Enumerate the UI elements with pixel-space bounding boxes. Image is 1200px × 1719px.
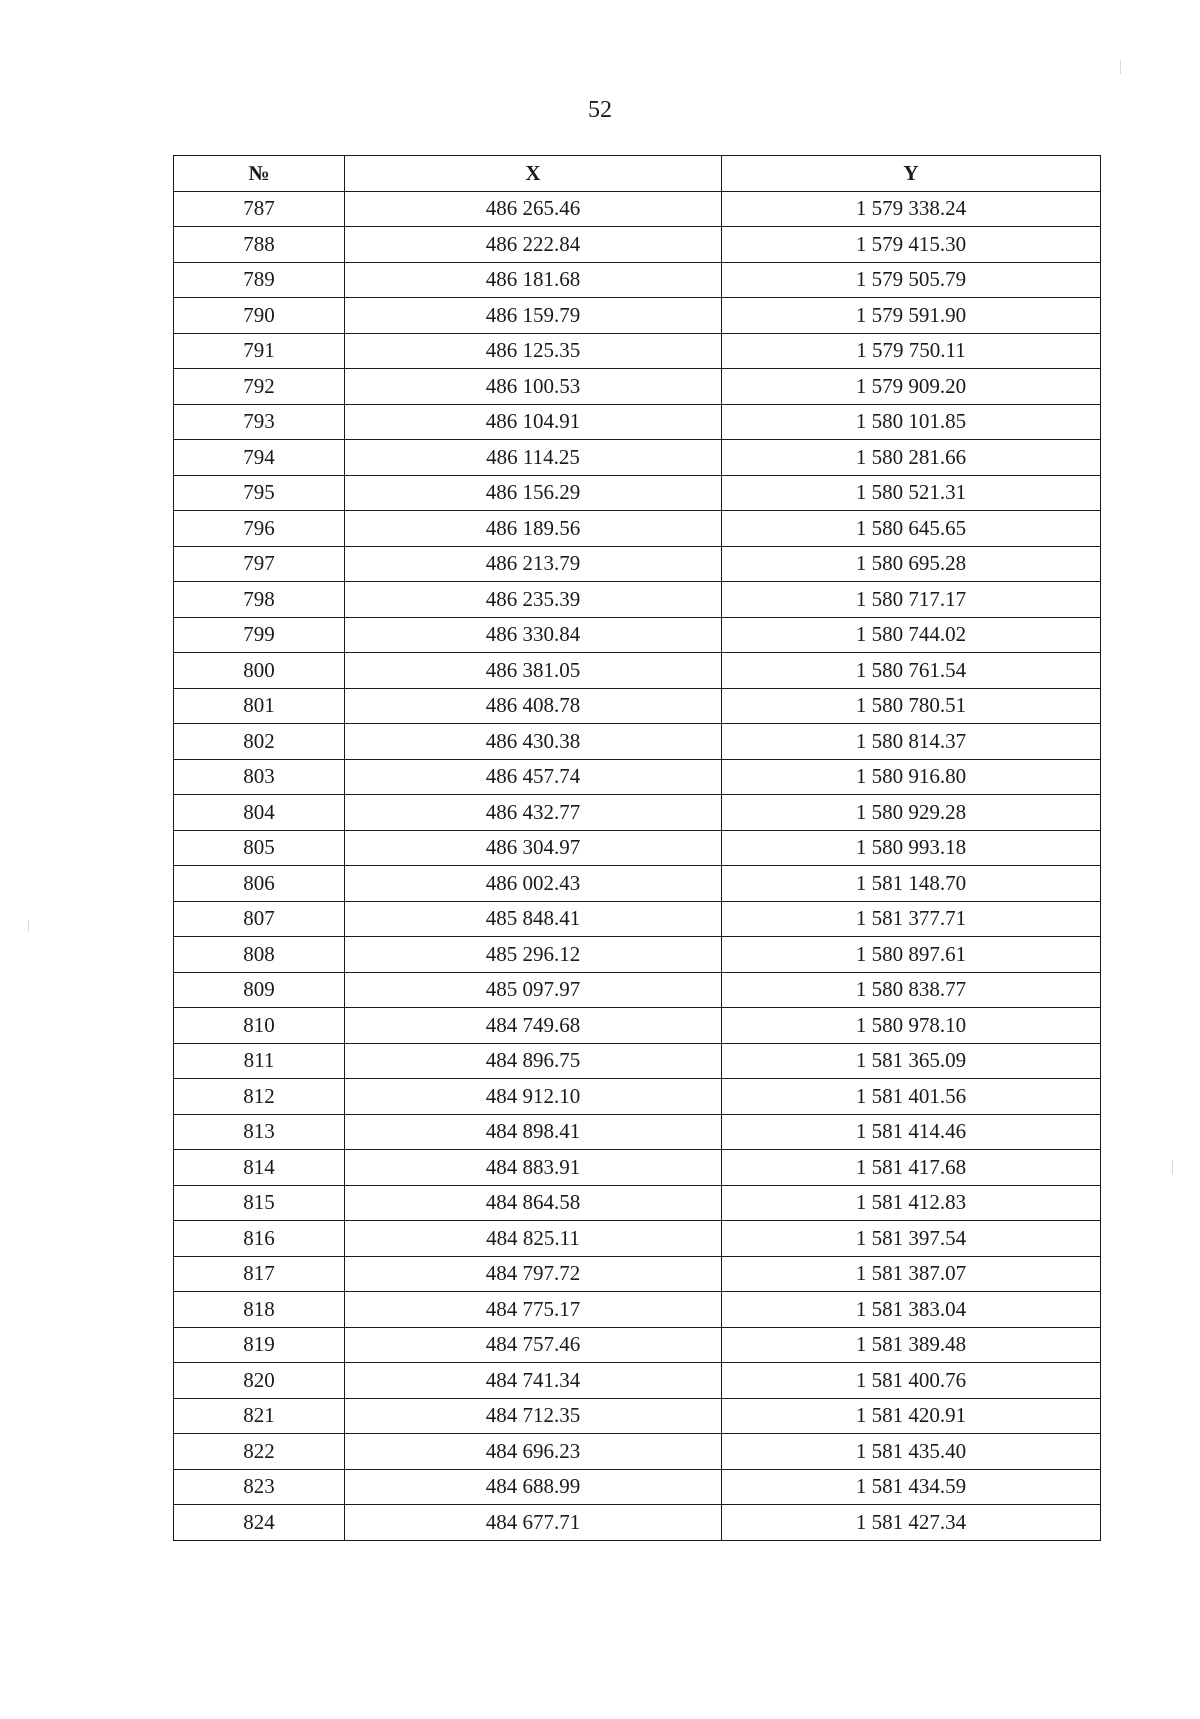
y-coordinate-cell: 1 579 505.79 <box>722 262 1101 298</box>
x-coordinate-cell: 486 457.74 <box>345 759 722 795</box>
y-coordinate-cell: 1 581 383.04 <box>722 1292 1101 1328</box>
table-row <box>174 191 1101 227</box>
x-coordinate-cell: 484 757.46 <box>345 1327 722 1363</box>
x-coordinate-cell: 486 125.35 <box>345 333 722 369</box>
y-coordinate-cell: 1 580 814.37 <box>722 724 1101 760</box>
point-number-cell: 810 <box>174 1008 345 1044</box>
y-coordinate-cell: 1 581 427.34 <box>722 1505 1101 1541</box>
x-coordinate-cell: 484 896.75 <box>345 1043 722 1079</box>
x-coordinate-cell: 486 104.91 <box>345 404 722 440</box>
table-row <box>174 1363 1101 1399</box>
point-number-cell: 807 <box>174 901 345 937</box>
point-number-cell: 814 <box>174 1150 345 1186</box>
x-coordinate-cell: 486 159.79 <box>345 298 722 334</box>
x-coordinate-cell: 484 825.11 <box>345 1221 722 1257</box>
y-coordinate-cell: 1 581 401.56 <box>722 1079 1101 1115</box>
y-coordinate-cell: 1 581 420.91 <box>722 1398 1101 1434</box>
point-number-cell: 815 <box>174 1185 345 1221</box>
page-number: 52 <box>588 97 612 123</box>
table-row <box>174 653 1101 689</box>
x-coordinate-cell: 486 189.56 <box>345 511 722 547</box>
x-coordinate-cell: 486 265.46 <box>345 191 722 227</box>
y-coordinate-cell: 1 580 521.31 <box>722 475 1101 511</box>
table-row <box>174 1079 1101 1115</box>
point-number-cell: 796 <box>174 511 345 547</box>
x-coordinate-cell: 486 156.29 <box>345 475 722 511</box>
table-row <box>174 688 1101 724</box>
y-coordinate-cell: 1 581 389.48 <box>722 1327 1101 1363</box>
y-coordinate-cell: 1 580 916.80 <box>722 759 1101 795</box>
y-coordinate-cell: 1 581 397.54 <box>722 1221 1101 1257</box>
y-coordinate-cell: 1 581 365.09 <box>722 1043 1101 1079</box>
x-coordinate-cell: 485 296.12 <box>345 937 722 973</box>
x-coordinate-cell: 484 898.41 <box>345 1114 722 1150</box>
point-number-cell: 817 <box>174 1256 345 1292</box>
y-coordinate-cell: 1 579 909.20 <box>722 369 1101 405</box>
x-coordinate-cell: 484 883.91 <box>345 1150 722 1186</box>
point-number-cell: 806 <box>174 866 345 902</box>
x-coordinate-cell: 484 775.17 <box>345 1292 722 1328</box>
table-row <box>174 1114 1101 1150</box>
point-number-cell: 820 <box>174 1363 345 1399</box>
x-coordinate-cell: 486 235.39 <box>345 582 722 618</box>
x-coordinate-cell: 486 002.43 <box>345 866 722 902</box>
point-number-cell: 788 <box>174 227 345 263</box>
table-row <box>174 1505 1101 1541</box>
point-number-cell: 787 <box>174 191 345 227</box>
point-number-cell: 821 <box>174 1398 345 1434</box>
y-coordinate-cell: 1 580 838.77 <box>722 972 1101 1008</box>
point-number-cell: 790 <box>174 298 345 334</box>
y-coordinate-cell: 1 580 281.66 <box>722 440 1101 476</box>
x-coordinate-cell: 484 696.23 <box>345 1434 722 1470</box>
table-row <box>174 830 1101 866</box>
column-header-y: Y <box>722 156 1101 192</box>
point-number-cell: 811 <box>174 1043 345 1079</box>
y-coordinate-cell: 1 581 435.40 <box>722 1434 1101 1470</box>
table-row <box>174 1398 1101 1434</box>
x-coordinate-cell: 486 213.79 <box>345 546 722 582</box>
table-row <box>174 724 1101 760</box>
y-coordinate-cell: 1 581 412.83 <box>722 1185 1101 1221</box>
table-row <box>174 1008 1101 1044</box>
table-row <box>174 333 1101 369</box>
x-coordinate-cell: 486 100.53 <box>345 369 722 405</box>
table-row <box>174 1292 1101 1328</box>
x-coordinate-cell: 486 381.05 <box>345 653 722 689</box>
y-coordinate-cell: 1 580 993.18 <box>722 830 1101 866</box>
point-number-cell: 809 <box>174 972 345 1008</box>
table-row <box>174 795 1101 831</box>
x-coordinate-cell: 486 114.25 <box>345 440 722 476</box>
x-coordinate-cell: 486 432.77 <box>345 795 722 831</box>
point-number-cell: 823 <box>174 1469 345 1505</box>
table-row <box>174 404 1101 440</box>
x-coordinate-cell: 484 741.34 <box>345 1363 722 1399</box>
y-coordinate-cell: 1 579 338.24 <box>722 191 1101 227</box>
point-number-cell: 803 <box>174 759 345 795</box>
table-row <box>174 582 1101 618</box>
y-coordinate-cell: 1 580 978.10 <box>722 1008 1101 1044</box>
table-row <box>174 1043 1101 1079</box>
coordinates-table <box>173 155 1101 1541</box>
table-row <box>174 1434 1101 1470</box>
point-number-cell: 819 <box>174 1327 345 1363</box>
scan-mark <box>1172 1160 1173 1174</box>
x-coordinate-cell: 484 749.68 <box>345 1008 722 1044</box>
point-number-cell: 791 <box>174 333 345 369</box>
y-coordinate-cell: 1 581 387.07 <box>722 1256 1101 1292</box>
x-coordinate-cell: 484 912.10 <box>345 1079 722 1115</box>
table-row <box>174 759 1101 795</box>
table-row <box>174 262 1101 298</box>
point-number-cell: 801 <box>174 688 345 724</box>
x-coordinate-cell: 484 864.58 <box>345 1185 722 1221</box>
y-coordinate-cell: 1 579 750.11 <box>722 333 1101 369</box>
y-coordinate-cell: 1 581 377.71 <box>722 901 1101 937</box>
y-coordinate-cell: 1 580 695.28 <box>722 546 1101 582</box>
y-coordinate-cell: 1 580 717.17 <box>722 582 1101 618</box>
scan-mark <box>28 920 29 932</box>
y-coordinate-cell: 1 579 591.90 <box>722 298 1101 334</box>
x-coordinate-cell: 485 097.97 <box>345 972 722 1008</box>
table-row <box>174 227 1101 263</box>
x-coordinate-cell: 484 797.72 <box>345 1256 722 1292</box>
point-number-cell: 802 <box>174 724 345 760</box>
y-coordinate-cell: 1 580 780.51 <box>722 688 1101 724</box>
table-row <box>174 1256 1101 1292</box>
point-number-cell: 794 <box>174 440 345 476</box>
point-number-cell: 795 <box>174 475 345 511</box>
table-row <box>174 475 1101 511</box>
y-coordinate-cell: 1 580 897.61 <box>722 937 1101 973</box>
y-coordinate-cell: 1 580 929.28 <box>722 795 1101 831</box>
point-number-cell: 804 <box>174 795 345 831</box>
table-row <box>174 440 1101 476</box>
y-coordinate-cell: 1 580 744.02 <box>722 617 1101 653</box>
point-number-cell: 816 <box>174 1221 345 1257</box>
y-coordinate-cell: 1 580 761.54 <box>722 653 1101 689</box>
table-row <box>174 1185 1101 1221</box>
x-coordinate-cell: 486 222.84 <box>345 227 722 263</box>
y-coordinate-cell: 1 580 101.85 <box>722 404 1101 440</box>
point-number-cell: 813 <box>174 1114 345 1150</box>
point-number-cell: 792 <box>174 369 345 405</box>
point-number-cell: 798 <box>174 582 345 618</box>
point-number-cell: 818 <box>174 1292 345 1328</box>
table-header-row <box>174 156 1101 192</box>
point-number-cell: 797 <box>174 546 345 582</box>
column-header-number: № <box>174 156 345 192</box>
y-coordinate-cell: 1 581 434.59 <box>722 1469 1101 1505</box>
table-row <box>174 511 1101 547</box>
y-coordinate-cell: 1 580 645.65 <box>722 511 1101 547</box>
scan-mark <box>1120 60 1121 74</box>
table-row <box>174 546 1101 582</box>
x-coordinate-cell: 486 181.68 <box>345 262 722 298</box>
point-number-cell: 824 <box>174 1505 345 1541</box>
x-coordinate-cell: 484 688.99 <box>345 1469 722 1505</box>
table-row <box>174 369 1101 405</box>
point-number-cell: 812 <box>174 1079 345 1115</box>
y-coordinate-cell: 1 581 414.46 <box>722 1114 1101 1150</box>
x-coordinate-cell: 486 408.78 <box>345 688 722 724</box>
x-coordinate-cell: 486 330.84 <box>345 617 722 653</box>
y-coordinate-cell: 1 579 415.30 <box>722 227 1101 263</box>
y-coordinate-cell: 1 581 400.76 <box>722 1363 1101 1399</box>
table-row <box>174 298 1101 334</box>
point-number-cell: 808 <box>174 937 345 973</box>
x-coordinate-cell: 485 848.41 <box>345 901 722 937</box>
point-number-cell: 800 <box>174 653 345 689</box>
column-header-x: X <box>345 156 722 192</box>
point-number-cell: 805 <box>174 830 345 866</box>
table-row <box>174 901 1101 937</box>
table-row <box>174 617 1101 653</box>
table-body <box>174 191 1101 1540</box>
point-number-cell: 793 <box>174 404 345 440</box>
table-row <box>174 937 1101 973</box>
table-row <box>174 1150 1101 1186</box>
table-row <box>174 1327 1101 1363</box>
y-coordinate-cell: 1 581 148.70 <box>722 866 1101 902</box>
table-row <box>174 1221 1101 1257</box>
table-row <box>174 1469 1101 1505</box>
x-coordinate-cell: 484 712.35 <box>345 1398 722 1434</box>
table-row <box>174 866 1101 902</box>
y-coordinate-cell: 1 581 417.68 <box>722 1150 1101 1186</box>
point-number-cell: 822 <box>174 1434 345 1470</box>
x-coordinate-cell: 486 430.38 <box>345 724 722 760</box>
table-row <box>174 972 1101 1008</box>
x-coordinate-cell: 486 304.97 <box>345 830 722 866</box>
x-coordinate-cell: 484 677.71 <box>345 1505 722 1541</box>
point-number-cell: 789 <box>174 262 345 298</box>
point-number-cell: 799 <box>174 617 345 653</box>
